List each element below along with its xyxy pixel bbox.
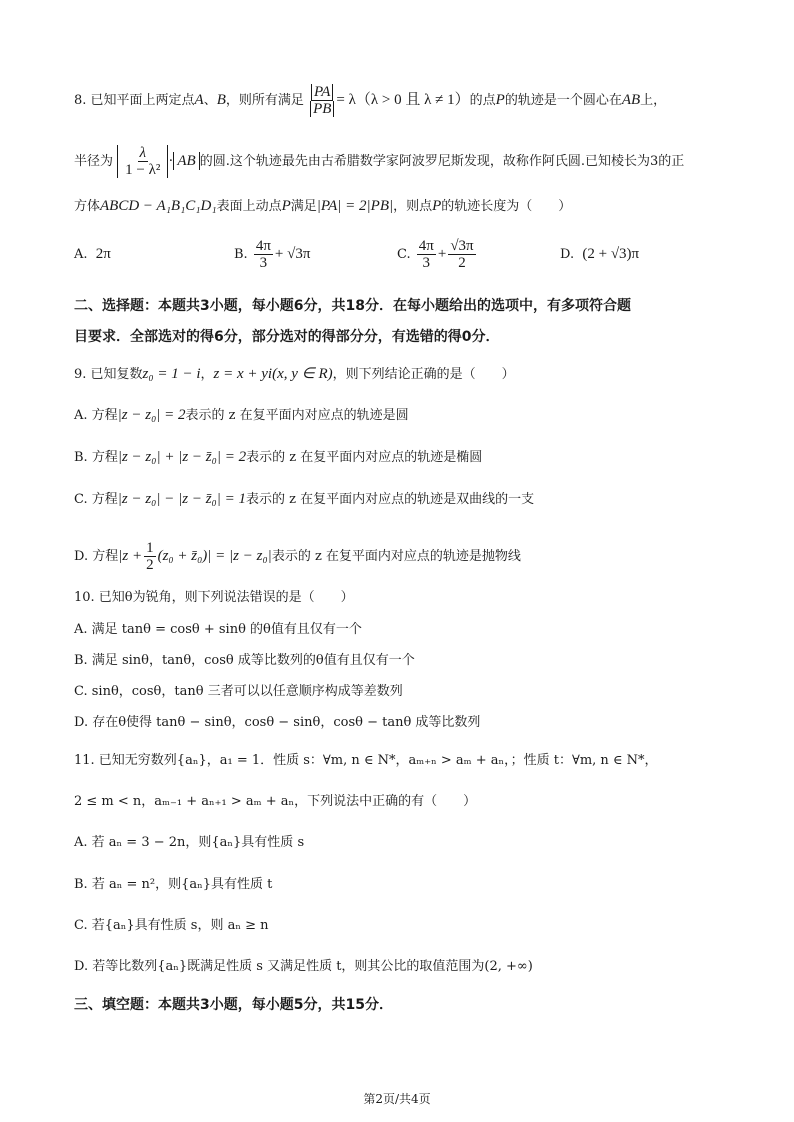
z0-def: z₀ = 1 − i — [142, 366, 201, 382]
q11-option-b: B. 若 aₙ = n²，则{aₙ}具有性质 t — [74, 877, 273, 892]
option-text: 表示的 z 在复平面内对应点的轨迹是抛物线 — [271, 549, 521, 564]
option-text: 表示的 z 在复平面内对应点的轨迹是椭圆 — [246, 450, 483, 465]
section-2-heading-cont: 目要求．全部选对的得6分，部分选对的得部分分，有选错的得0分． — [74, 329, 500, 345]
frac-num: √3π — [450, 238, 474, 254]
q9-text: 9. 已知复数 — [74, 367, 143, 382]
frac-num: PA — [314, 84, 331, 100]
q9-option-a — [74, 406, 409, 425]
frac-den: 3 — [422, 255, 431, 271]
lambda-eq: = λ — [336, 92, 356, 108]
q11-option-c: C. 若{aₙ}具有性质 s，则 aₙ ≥ n — [74, 918, 269, 933]
equation: |z + — [118, 548, 143, 564]
lambda-condition: （λ > 0 且 λ ≠ 1） — [355, 92, 470, 108]
q9-text: ， — [200, 367, 214, 382]
q8-text: ，则点 — [393, 199, 433, 214]
q10-option-d: D. 存在θ使得 tanθ − sinθ，cosθ − sinθ，cosθ − tanθ 成等比数列 — [74, 715, 481, 730]
equation: |z − z₀| − |z − z̄₀| = 1 — [117, 491, 247, 507]
q11-option-a: A. 若 aₙ = 3 − 2n，则{aₙ}具有性质 s — [74, 835, 305, 850]
option-label: D. — [560, 247, 575, 262]
page-number: 第2页/共4页 — [363, 1092, 431, 1106]
ab-length: AB — [177, 152, 196, 169]
section-2-heading: 二、选择题：本题共3小题，每小题6分，共18分．在每小题给出的选项中，有多项符合题 — [74, 298, 631, 314]
frac-den: 2 — [146, 557, 154, 573]
q10-option-c: C. sinθ，cosθ，tanθ 三者可以以任意顺序构成等差数列 — [74, 684, 403, 699]
q8-text: 的轨迹是一个圆心在 — [504, 93, 622, 108]
point-p: P — [432, 198, 442, 214]
q8-text: 的圆.这个轨迹最先由古希腊数学家阿波罗尼斯发现，故称作阿氏圆.已知棱长为3的正 — [199, 153, 685, 169]
q8-line1 — [74, 84, 666, 117]
radius-num: λ — [139, 145, 147, 161]
option-label: B. — [234, 247, 248, 262]
q8-text: ，则所有满足 — [225, 93, 304, 108]
q8-text: 8. 已知平面上两定点 — [74, 93, 195, 108]
frac-den: PB — [313, 101, 332, 117]
point-p: P — [281, 198, 291, 214]
frac-den: 3 — [259, 255, 268, 271]
segment-ab: AB — [621, 92, 641, 108]
plus-sign: + — [437, 246, 447, 262]
q11-option-d: D. 若等比数列{aₙ}既满足性质 s 又满足性质 t，则其公比的取值范围为(2, +∞) — [74, 959, 533, 974]
equation: (z₀ + z̄₀)| = |z − z₀| — [157, 548, 272, 564]
q8-text: 满足 — [290, 199, 317, 214]
q8-text: 、 — [203, 93, 217, 108]
q9-option-b — [74, 448, 482, 467]
q8-text: 方体 — [74, 199, 101, 214]
q8-option-d — [560, 246, 639, 263]
q8-text: 的点 — [469, 93, 496, 108]
q8-text: 半径为 — [74, 153, 114, 169]
frac-num: 1 — [146, 540, 154, 556]
q8-text: 表面上动点 — [216, 199, 282, 214]
cube-name: ABCD − A₁B₁C₁D₁ — [100, 198, 217, 214]
point-p: P — [495, 92, 505, 108]
option-value: (2 + √3)π — [582, 246, 640, 262]
option-text: 表示的 z 在复平面内对应点的轨迹是圆 — [185, 408, 409, 423]
q8-option-c — [397, 238, 478, 271]
q10-option-a: A. 满足 tanθ = cosθ + sinθ 的θ值有且仅有一个 — [74, 622, 362, 637]
radius-den: 1 − λ² — [125, 162, 161, 178]
option-label: C. 方程 — [74, 492, 118, 507]
option-text: 表示的 z 在复平面内对应点的轨迹是双曲线的一支 — [246, 492, 535, 507]
q11-stem-line1: 11. 已知无穷数列{aₙ}，a₁ = 1．性质 s：∀m, n ∈ N*，aₘ₊ₙ > aₘ + aₙ，；性质 t：∀m, n ∈ N*， — [74, 753, 658, 768]
option-value: 2π — [95, 246, 111, 262]
equation: |z − z₀| = 2 — [117, 407, 186, 423]
option-label: B. 方程 — [74, 450, 118, 465]
q10-option-b: B. 满足 sinθ，tanθ，cosθ 成等比数列的θ值有且仅有一个 — [74, 653, 415, 668]
option-label: A. 方程 — [74, 408, 118, 423]
option-label: C. — [397, 247, 411, 262]
q8-line2 — [74, 145, 684, 178]
q11-stem-line2: 2 ≤ m < n，aₘ₋₁ + aₙ₊₁ > aₘ + aₙ，下列说法中正确的有（ ） — [74, 794, 477, 809]
q8-text: 的轨迹长度为（ ） — [441, 199, 572, 214]
q9-option-c — [74, 490, 534, 509]
q10-stem: 10. 已知θ为锐角，则下列说法错误的是（ ） — [74, 590, 354, 605]
frac-den: 2 — [458, 255, 466, 271]
frac-num: 4π — [418, 238, 434, 254]
dot-operator: · — [168, 152, 174, 169]
q9-stem — [74, 365, 515, 384]
q9-text: ，则下列结论正确的是（ ） — [332, 367, 515, 382]
option-label: D. 方程 — [74, 549, 119, 564]
q8-option-a — [74, 246, 111, 263]
q9-option-d — [74, 540, 521, 573]
equation: |z − z₀| + |z − z̄₀| = 2 — [117, 449, 247, 465]
q8-text: 上， — [640, 93, 667, 108]
q8-line3 — [74, 197, 571, 216]
pa-pb-condition: |PA| = 2|PB| — [316, 198, 394, 214]
point-a: A — [194, 92, 204, 108]
point-b: B — [216, 92, 226, 108]
frac-num: 4π — [255, 238, 271, 254]
option-label: A. — [74, 247, 88, 262]
z-def: z = x + yi(x, y ∈ R) — [213, 366, 333, 382]
option-value: + √3π — [274, 246, 311, 262]
q8-option-b — [234, 238, 310, 271]
ratio-fraction — [310, 84, 334, 117]
radius-expression — [117, 145, 168, 178]
section-3-heading: 三、填空题：本题共3小题，每小题5分，共15分． — [74, 997, 393, 1013]
